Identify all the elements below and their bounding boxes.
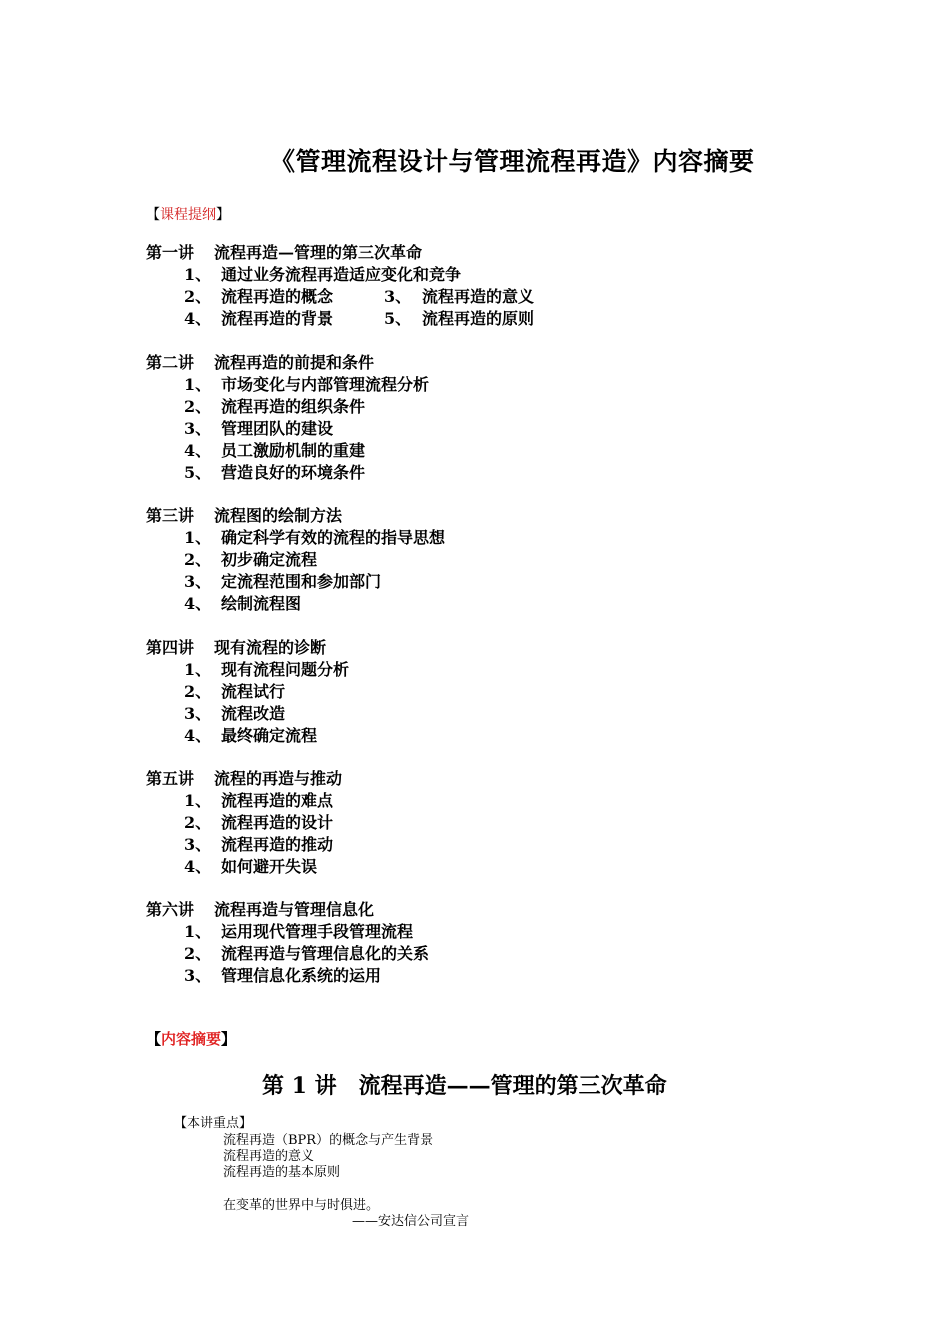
lecture-heading bbox=[146, 897, 374, 920]
lecture-number: 第六讲 bbox=[146, 900, 195, 919]
outline-item: 流程改造 bbox=[221, 704, 286, 723]
item-number: 1、 bbox=[184, 660, 212, 679]
item-number: 3、 bbox=[184, 704, 212, 723]
item-number: 4、 bbox=[184, 726, 212, 745]
quote-source: ——安达信公司宣言 bbox=[352, 1214, 470, 1229]
outline-item: 流程试行 bbox=[221, 682, 286, 701]
lecture-name: 流程再造与管理信息化 bbox=[214, 900, 375, 919]
lecture-name: 现有流程的诊断 bbox=[214, 638, 327, 657]
item-number: 1、 bbox=[184, 528, 212, 547]
outline-item: 流程再造与管理信息化的关系 bbox=[221, 944, 430, 963]
outline-label-text: 课程提纲 bbox=[160, 207, 216, 223]
item-number: 2、 bbox=[184, 682, 212, 701]
outline-item: 现有流程问题分析 bbox=[221, 660, 350, 679]
outline-item: 流程再造的组织条件 bbox=[221, 397, 366, 416]
item-number: 2、 bbox=[184, 813, 212, 832]
item-number: 4、 bbox=[184, 594, 212, 613]
outline-item: 流程再造的设计 bbox=[221, 813, 334, 832]
outline-item: 运用现代管理手段管理流程 bbox=[221, 922, 414, 941]
item-number: 1、 bbox=[184, 375, 212, 394]
lecture-heading bbox=[146, 240, 422, 263]
focus-item: 流程再造的意义 bbox=[223, 1149, 315, 1164]
bracket-close: 】 bbox=[216, 207, 230, 223]
lecture-number: 第四讲 bbox=[146, 638, 195, 657]
lecture-name: 流程再造的前提和条件 bbox=[214, 353, 375, 372]
lecture-number: 第五讲 bbox=[146, 769, 195, 788]
item-number: 5、 bbox=[184, 463, 212, 482]
outline-item: 市场变化与内部管理流程分析 bbox=[221, 375, 430, 394]
item-number: 3、 bbox=[184, 966, 212, 985]
item-number: 2、 bbox=[184, 550, 212, 569]
item-number: 2、 bbox=[184, 944, 212, 963]
focus-item: 流程再造（BPR）的概念与产生背景 bbox=[223, 1133, 434, 1148]
item-number: 4、 bbox=[184, 857, 212, 876]
outline-item: 通过业务流程再造适应变化和竞争 bbox=[221, 265, 462, 284]
bracket-open: 【 bbox=[146, 207, 160, 223]
quote: 在变革的世界中与时俱进。 bbox=[223, 1198, 380, 1213]
lecture-number: 第三讲 bbox=[146, 506, 195, 525]
outline-label bbox=[146, 204, 230, 224]
outline-item: 营造良好的环境条件 bbox=[221, 463, 366, 482]
outline-item: 流程再造的概念 bbox=[221, 287, 334, 306]
item-number: 1、 bbox=[184, 265, 212, 284]
outline-item: 最终确定流程 bbox=[221, 726, 318, 745]
outline-item: 绘制流程图 bbox=[221, 594, 302, 613]
outline-item: 流程再造的原则 bbox=[422, 309, 535, 328]
outline-item: 确定科学有效的流程的指导思想 bbox=[221, 528, 446, 547]
lecture-heading bbox=[146, 350, 374, 373]
outline-item: 如何避开失误 bbox=[221, 857, 318, 876]
item-number: 3、 bbox=[384, 287, 412, 306]
outline-item: 管理信息化系统的运用 bbox=[221, 966, 382, 985]
lecture-heading bbox=[146, 635, 326, 658]
item-number: 1、 bbox=[184, 922, 212, 941]
outline-item: 流程再造的推动 bbox=[221, 835, 334, 854]
item-number: 4、 bbox=[184, 441, 212, 460]
item-number: 1、 bbox=[184, 791, 212, 810]
item-number: 5、 bbox=[384, 309, 412, 328]
summary-label-text: 内容摘要 bbox=[161, 1030, 222, 1048]
summary-label bbox=[146, 1028, 236, 1049]
lecture-heading bbox=[146, 503, 342, 526]
lecture-number: 第二讲 bbox=[146, 353, 195, 372]
lecture-number: 第一讲 bbox=[146, 243, 195, 262]
lecture-name: 流程的再造与推动 bbox=[214, 769, 343, 788]
item-number: 3、 bbox=[184, 419, 212, 438]
outline-item: 初步确定流程 bbox=[221, 550, 318, 569]
focus-item: 流程再造的基本原则 bbox=[223, 1165, 341, 1180]
item-number: 2、 bbox=[184, 287, 212, 306]
item-number: 4、 bbox=[184, 309, 212, 328]
outline-item: 流程再造的意义 bbox=[422, 287, 535, 306]
summary-bracket-open: 【 bbox=[146, 1030, 162, 1048]
focus-label: 【本讲重点】 bbox=[174, 1116, 253, 1131]
lecture-name: 流程再造—管理的第三次革命 bbox=[214, 243, 423, 262]
summary-bracket-close: 】 bbox=[221, 1030, 237, 1048]
lecture-heading bbox=[146, 766, 342, 789]
outline-item: 员工激励机制的重建 bbox=[221, 441, 366, 460]
outline-item: 流程再造的背景 bbox=[221, 309, 334, 328]
item-number: 3、 bbox=[184, 835, 212, 854]
page-title: 《管理流程设计与管理流程再造》内容摘要 bbox=[270, 147, 755, 176]
outline-item: 定流程范围和参加部门 bbox=[221, 572, 382, 591]
outline-item: 管理团队的建设 bbox=[221, 419, 334, 438]
outline-item: 流程再造的难点 bbox=[221, 791, 334, 810]
item-number: 3、 bbox=[184, 572, 212, 591]
lecture-name: 流程图的绘制方法 bbox=[214, 506, 343, 525]
item-number: 2、 bbox=[184, 397, 212, 416]
lecture-1-title: 第 1 讲 流程再造——管理的第三次革命 bbox=[262, 1073, 667, 1099]
